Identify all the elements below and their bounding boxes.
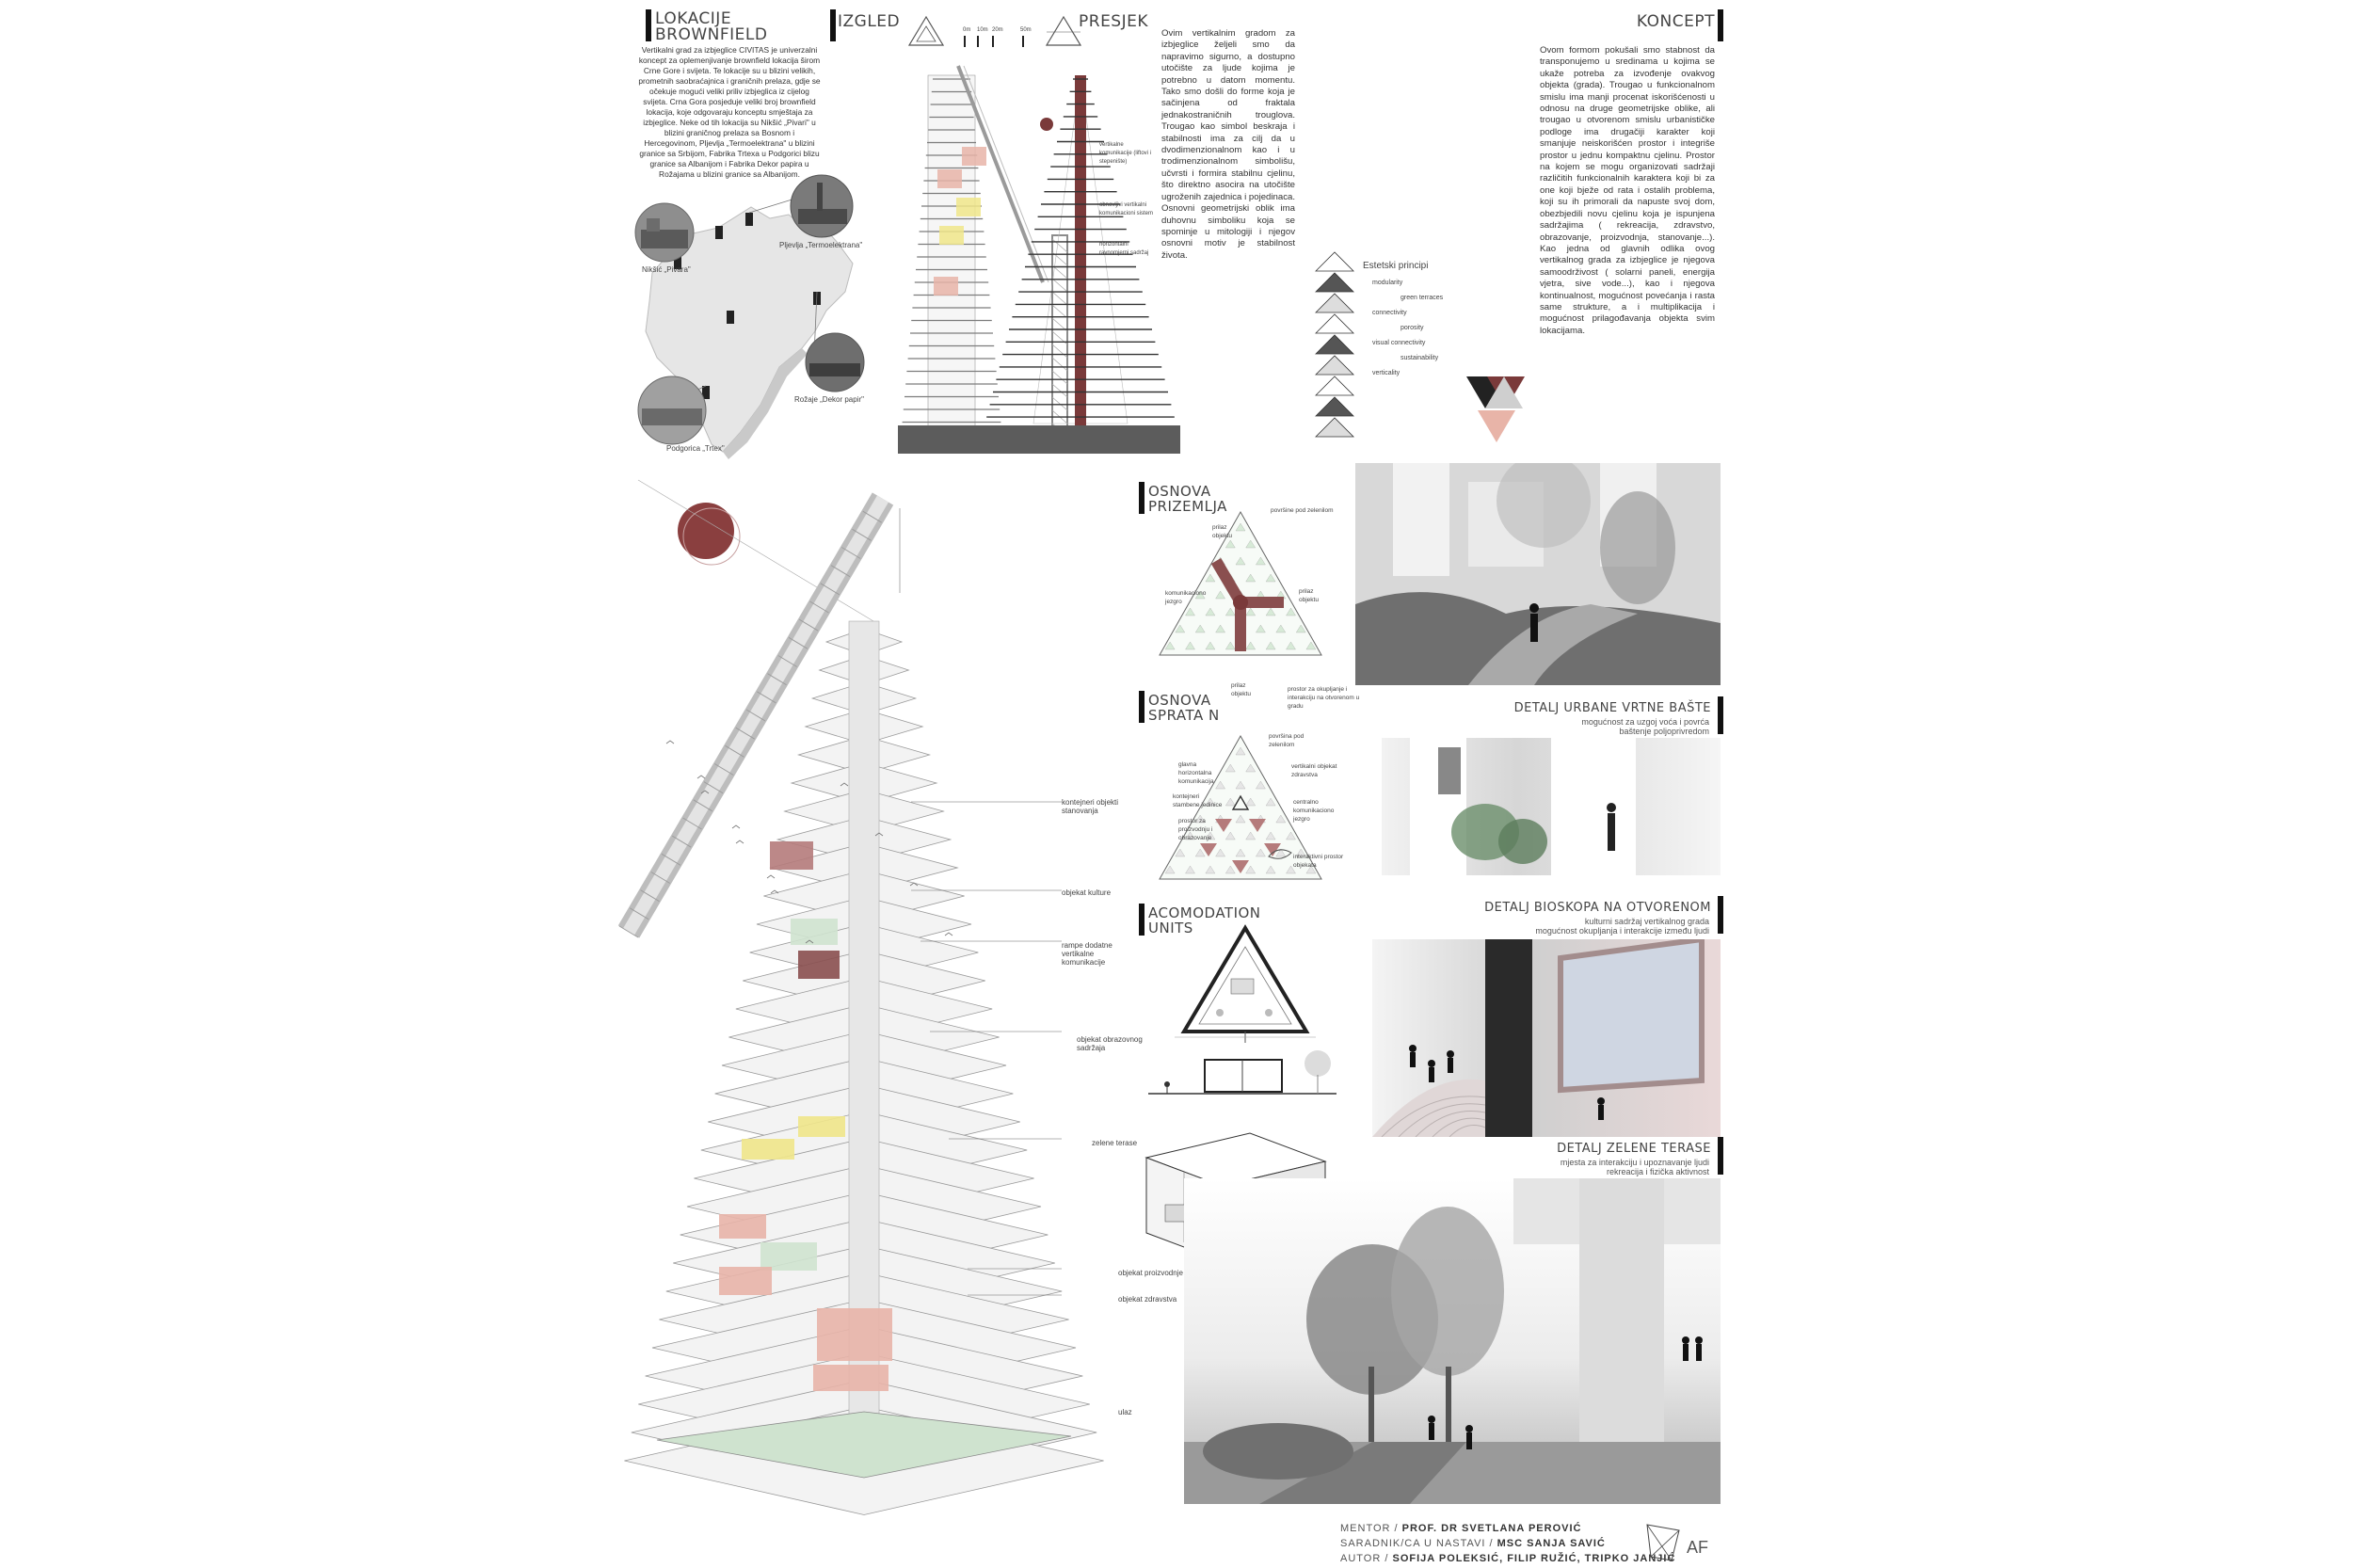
title-line: ACOMODATION: [1148, 904, 1261, 921]
triangle-mark: [1316, 314, 1353, 333]
title-line: UNITS: [1148, 920, 1193, 936]
triangle-mark: [1316, 376, 1353, 395]
estetski-item: porosity: [1401, 325, 1424, 331]
lokacije-title: [655, 11, 767, 43]
render-cinema: [1372, 939, 1721, 1137]
presjek-title: PRESJEK: [1079, 12, 1148, 31]
section-marker: [1718, 9, 1723, 41]
triangle-mark: [1316, 335, 1353, 354]
plan-label: prostor za okupljanje i interakciju na otvorenom u gradu: [1288, 686, 1360, 710]
person-head: [1447, 1050, 1454, 1058]
scale-label-2: 20m: [992, 27, 1003, 33]
scale-label-3: 50m: [1020, 27, 1032, 33]
tree-canopy: [1600, 491, 1675, 604]
tree-trunk: [1446, 1367, 1451, 1442]
plan-label: kontejneri stambene jedinice: [1173, 793, 1223, 808]
koncept-title: KONCEPT: [1636, 12, 1715, 31]
plan-label: centralno komunikaciono jezgro: [1293, 799, 1335, 823]
person-head: [1428, 1416, 1435, 1423]
triangle-mark: [1316, 294, 1353, 312]
building-block: [1393, 463, 1449, 576]
title-line: SPRATA N: [1148, 707, 1220, 724]
credit-saradnik: [1340, 1538, 1606, 1549]
section-marker: [1718, 896, 1723, 934]
section-marker: [1139, 904, 1144, 936]
person-head: [1529, 603, 1539, 613]
red-sun: [678, 503, 734, 559]
person-silhouette: [1448, 1058, 1453, 1073]
scale-bar: [964, 36, 1030, 49]
person-silhouette: [1530, 614, 1538, 642]
koncept-text: Ovom formom pokušali smo stabnost da transponujemo u sredinama u kojima se ukaže potreba za izvođenje ovakvog objekta (grada). Trougao u funkcionalnom smislu ima manji procenat iskorišćenosti u odnosu na druge geometrijske oblike, ali trougao u otvorenom smislu urbanističke podloge ima drugačiji karakter koji smanjuje neiskorišćen prostor i integriše prostor u jednu kompaktnu cjelinu. Prostor na kojem se mogu organizovati sadržaji različitih funkcionalnih karaktera koji bi za one koji bježe od rata i ostalih problema, koji su ih primorali da napuste svoj dom, obezbjedili novu cjelinu koja je ispunjena sadržajima ( rekreacija, zdravstvo, obrazovanje, proizvodnja, stanovanje...). Kao jedna od glavnih odlika ovog vertikalnog grada za izbjeglice je njegova samoodrživost ( solarni paneli, energija vjetra, sive vode...), kao i njegova kontinualnost, mogućnost povećanja i rasta same strukture, a i multiplikacija i mogućnost prilagođavanja objekta svim lokacijama.: [1540, 45, 1715, 336]
detalj1-sub1: mogućnost za uzgoj voća i povrća: [1581, 717, 1709, 727]
photo-podgorica: [636, 375, 708, 446]
estetski-item: green terraces: [1401, 295, 1444, 301]
section-note: horizontalni ravnomjerni sadržaj: [1099, 242, 1149, 256]
photo-pljevlja: [789, 173, 855, 239]
credit-label: AUTOR /: [1340, 1553, 1389, 1564]
credit-value: SOFIJA POLEKSIĆ, FILIP RUŽIĆ, TRIPKO JANJIĆ: [1392, 1553, 1676, 1564]
axo-label: ulaz: [1118, 1408, 1132, 1416]
axo-label: objekat obrazovnog sadržaja: [1077, 1035, 1143, 1052]
axo-label: rampe dodatne vertikalne komunikacije: [1062, 941, 1112, 967]
plan-label: komunikaciono jezgro: [1165, 590, 1207, 605]
bird-mark: [697, 776, 705, 778]
estetski-item: visual connectivity: [1372, 340, 1426, 346]
function-block: [798, 951, 840, 979]
detalj3-sub1: mjesta za interakciju i upoznavanje ljudi: [1560, 1158, 1709, 1167]
triangle-mark: [1316, 252, 1353, 271]
bird-mark: [732, 825, 740, 828]
person-silhouette: [1429, 1423, 1434, 1440]
plan-label: prostor za proizvodnju i obrazovanje: [1178, 818, 1213, 841]
plan-label: prilaz objektu: [1231, 682, 1251, 697]
triangle-mark: [1316, 356, 1353, 375]
plan-label: glavna horizontalna komunikacija: [1178, 761, 1214, 785]
izgled-title: IZGLED: [838, 12, 901, 31]
person-silhouette: [1598, 1105, 1604, 1120]
function-block: [813, 1365, 888, 1391]
section-marker: [646, 9, 651, 41]
detalj3-title: DETALJ ZELENE TERASE: [1557, 1142, 1711, 1156]
detalj2-title: DETALJ BIOSKOPA NA OTVORENOM: [1484, 901, 1711, 915]
label-rozaje: Rožaje „Dekor papir": [794, 395, 864, 404]
triangle-mark: [1316, 418, 1353, 437]
function-block: [791, 919, 838, 945]
person-silhouette: [1429, 1067, 1434, 1082]
section-note: obnovljivi vertikalni komunikacioni sistem: [1099, 202, 1154, 216]
detalj1-sub2: baštenje poljoprivredom: [1619, 727, 1709, 736]
osnova-sprata-title: [1148, 693, 1220, 723]
person-silhouette: [1466, 1432, 1472, 1449]
section-marker: [830, 9, 836, 41]
axo-label: objekat proizvodnje: [1118, 1269, 1183, 1277]
function-block: [719, 1267, 772, 1295]
screen: [1561, 939, 1702, 1090]
render-urban-garden: [1382, 738, 1721, 875]
section-marker: [1718, 696, 1723, 734]
label-pljevlja: Pljevlja „Termoelektrana": [779, 241, 863, 249]
person-silhouette: [1683, 1344, 1689, 1361]
af-logo-text: AF: [1687, 1538, 1709, 1557]
lokacije-title-line2: BROWNFIELD: [655, 25, 768, 44]
detalj1-title: DETALJ URBANE VRTNE BAŠTE: [1513, 701, 1711, 715]
axo-label: zelene terase: [1092, 1139, 1138, 1147]
scale-label-0: 0m: [963, 27, 971, 33]
credit-value: MSC SANJA SAVIĆ: [1497, 1538, 1606, 1549]
person-head: [1465, 1425, 1473, 1432]
plan-label: površine pod zelenilom: [1271, 507, 1334, 514]
estetski-item: sustainability: [1401, 355, 1439, 361]
person-silhouette: [1410, 1052, 1416, 1067]
plan-label: vertikalni objekat zdravstva: [1291, 763, 1337, 778]
seating: [1372, 1080, 1485, 1137]
lokacije-text: Vertikalni grad za izbjeglice CIVITAS je univerzalni koncept za oplemenjivanje brownfield lokacija širom Crne Gore i svijeta. Te lokacije su u blizini velikih, prometnih saobraćajnica i graničnih prelaza, gdje se očekuje mogući veliki priliv izbjeglica iz cijelog svijeta. Crna Gora posjeduje veliki broj brownfield lokacija, koje odgovaraju konceptu smještaja za izbjeglice. Neke od tih lokacija su Nikšić „Pivari" u blizini graničnog prelaza sa Bosnom i Hercegovinom, Pljevlja „Termoelektrana" u blizini granice sa Srbijom, Fabrika Trtexa u Podgorici blizu granice sa Albanijom i Fabrika Dekor papira u Rožajama u blizini granice sa Albanijom.: [638, 45, 821, 179]
detalj3-sub2: rekreacija i fizička aktivnost: [1606, 1167, 1709, 1176]
function-block: [760, 1242, 817, 1271]
estetski-item: verticality: [1372, 370, 1401, 376]
label-niksic: Nikšić „Pivara": [642, 265, 691, 274]
section-core: [1075, 75, 1086, 425]
plan-label: površina pod zelenilom: [1269, 733, 1305, 748]
section-note: vertikalne komunikacije (liftovi i stepenište): [1099, 142, 1152, 165]
bird-mark: [767, 875, 775, 878]
person-head: [1409, 1045, 1417, 1052]
person-head: [1682, 1336, 1689, 1344]
credit-label: SARADNIK/CA U NASTAVI /: [1340, 1538, 1494, 1549]
person-silhouette: [1608, 813, 1615, 851]
function-block: [770, 841, 813, 870]
detalj2-sub2: mogućnost okupljanja i interakcije između ljudi: [1535, 926, 1709, 936]
plants: [1498, 819, 1547, 864]
bird-mark: [771, 890, 778, 893]
person-head: [1597, 1097, 1605, 1105]
section-marker: [1718, 1137, 1723, 1175]
title-line: OSNOVA: [1148, 483, 1211, 500]
person-head: [1607, 803, 1616, 812]
function-block: [817, 1308, 892, 1361]
title-line: OSNOVA: [1148, 692, 1211, 709]
triangle-stack: [1306, 252, 1363, 450]
plan-label: prilaz objektu: [1212, 524, 1232, 539]
bird-mark: [736, 840, 744, 843]
tree-trunk: [1369, 1367, 1374, 1442]
guide-line: [638, 480, 873, 621]
wall: [1551, 738, 1636, 875]
credit-autor: [1340, 1553, 1675, 1564]
title-line: PRIZEMLJA: [1148, 498, 1227, 515]
function-block: [719, 1214, 766, 1239]
opening: [1438, 747, 1461, 794]
poster: [629, 0, 1732, 1568]
axo-label: objekat zdravstva: [1118, 1295, 1177, 1304]
shrubs: [1203, 1423, 1353, 1480]
plan-label: interaktivni prostor objekata: [1293, 854, 1344, 869]
function-block: [742, 1139, 794, 1160]
core-mark: [1233, 595, 1248, 610]
label-podgorica: Podgorica „Trtex": [666, 444, 725, 453]
af-logo-icon: [1643, 1521, 1685, 1564]
triangle-cluster: [1466, 376, 1532, 452]
estetski-item: modularity: [1372, 280, 1403, 286]
triangle-icon: [1045, 15, 1082, 47]
axo-label: kontejneri objekti stanovanja: [1062, 798, 1119, 815]
credit-value: PROF. DR SVETLANA PEROVIĆ: [1401, 1523, 1582, 1534]
photo-rozaje: [804, 331, 866, 393]
photo-niksic: [633, 201, 696, 264]
person-head: [1428, 1060, 1435, 1067]
detalj2-sub1: kulturni sadržaj vertikalnog grada: [1584, 917, 1709, 926]
render-green-terrace: [1184, 1178, 1721, 1504]
ground-strip: [898, 425, 1180, 454]
estetski-title: Estetski principi: [1363, 261, 1429, 271]
plan-label: prilaz objektu: [1299, 588, 1319, 603]
section-marker: [1139, 691, 1144, 723]
axo-label: objekat kulture: [1062, 888, 1112, 897]
credit-label: MENTOR /: [1340, 1523, 1399, 1534]
intro-text: Ovim vertikalnim gradom za izbjeglice željeli smo da napravimo sigurno, a dostupno utočište za ljude kojima je potrebno u datom momentu. Tako smo došli do forme koja je sačinjena od fraktala jednakostraničnih trouglova. Trougao kao simbol beskraja i stabilnosti ima za cilj da u dvodimenzionalnom kao i u trodimenzionalnom simbolišu, učvrsti i formira stabilnu cjelinu, što direktno asocira na utočište ugroženih zajednica i pojedinaca. Osnovni geometrijski oblik ima duhovnu simboliku koja se spominje u mitologiji i njegov osnovni motiv je stabilnost života.: [1161, 28, 1295, 261]
bird-mark: [945, 933, 952, 936]
credit-mentor: [1340, 1523, 1581, 1534]
axonometric-tower: [629, 480, 1118, 1525]
render-garden-top: [1355, 463, 1721, 685]
estetski-item: connectivity: [1372, 310, 1407, 316]
section-marker: [1139, 482, 1144, 514]
tree-canopy: [1391, 1207, 1504, 1376]
bird-mark: [666, 741, 674, 744]
triangle-icon: [907, 15, 945, 47]
unit-section: [1148, 1026, 1337, 1101]
function-block: [798, 1116, 845, 1137]
scale-label-1: 10m: [977, 27, 988, 33]
person-head: [1695, 1336, 1703, 1344]
triangle-mark: [1316, 397, 1353, 416]
lokacije-title-line1: LOKACIJE: [655, 9, 732, 28]
triangle-mark: [1316, 273, 1353, 292]
column: [1485, 939, 1532, 1137]
person-silhouette: [1696, 1344, 1702, 1361]
